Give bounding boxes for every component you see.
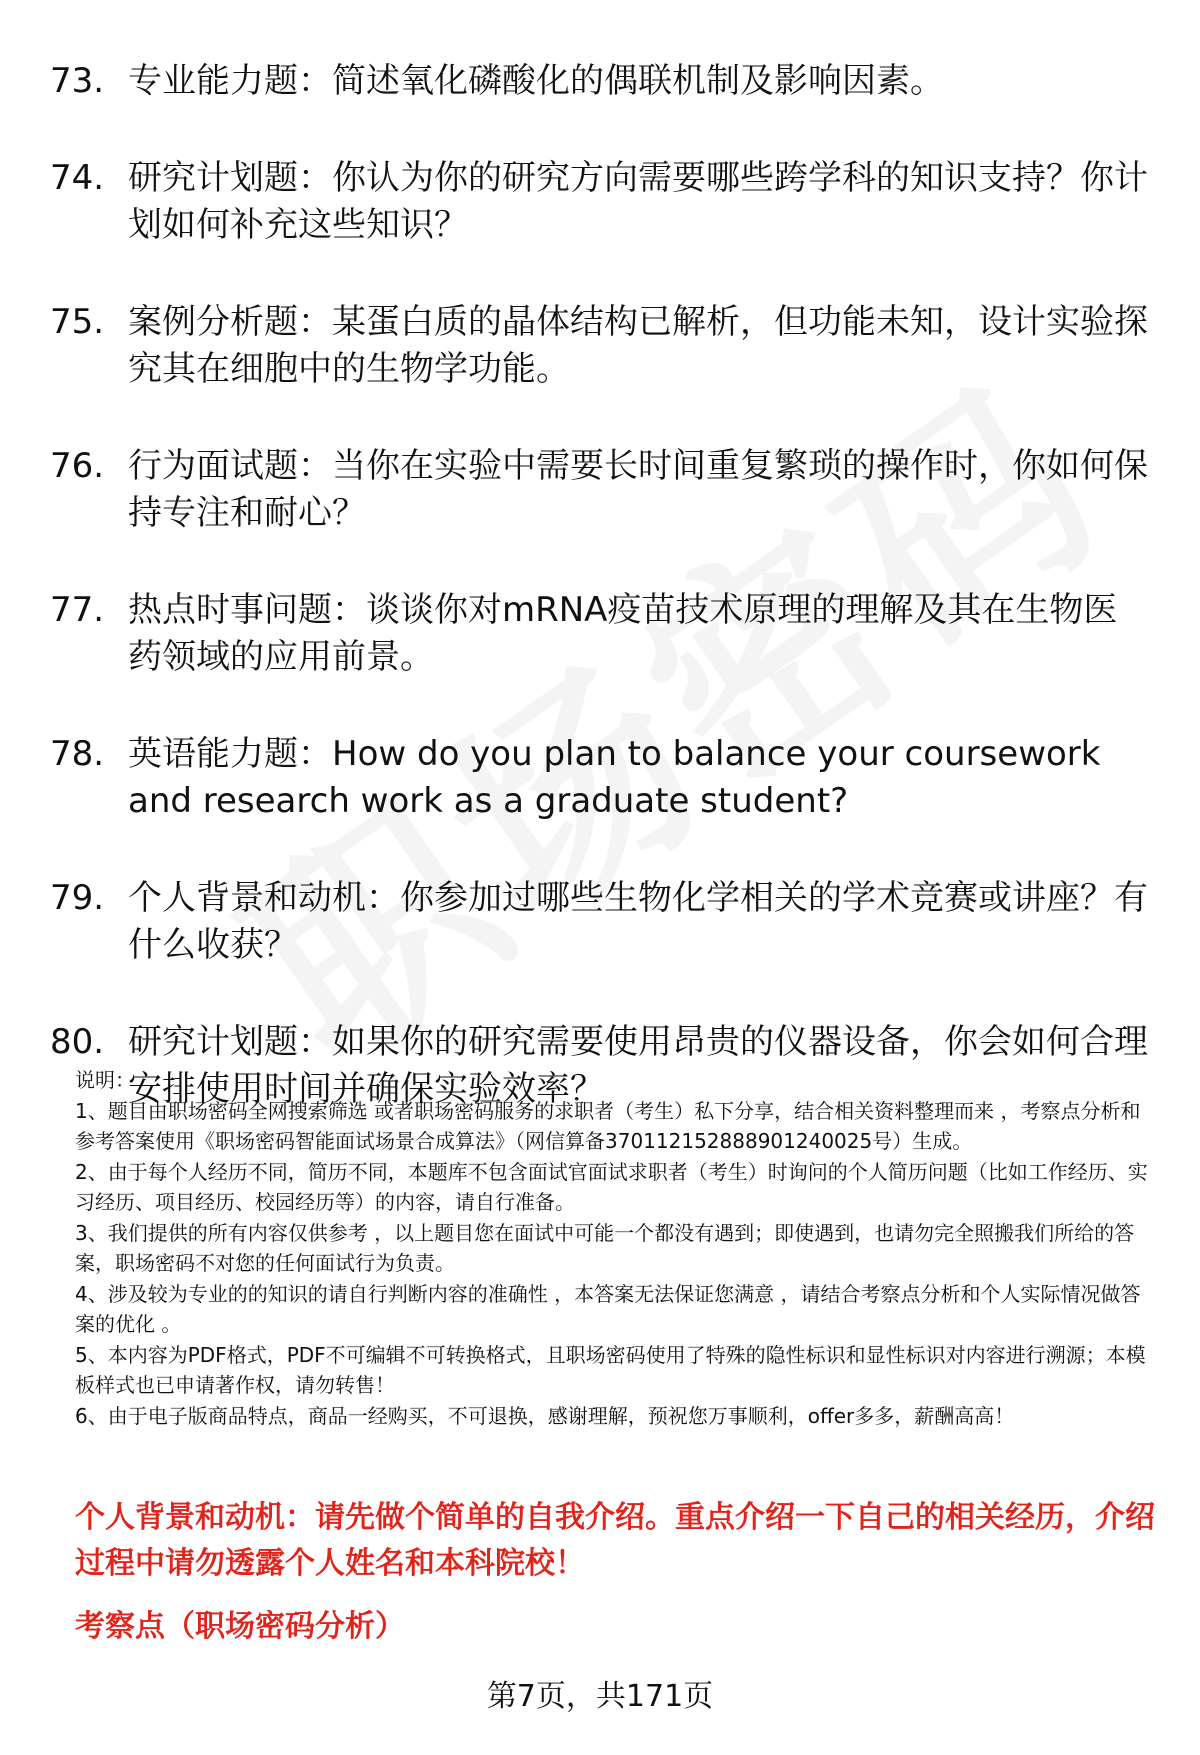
question-number: 79. (50, 878, 105, 918)
question-text: 行为面试题：当你在实验中需要长时间重复繁琐的操作时，你如何保持专注和耐心？ (128, 446, 1148, 533)
note-item: 2、由于每个人经历不同，简历不同，本题库不包含面试官面试求职者（考生）时询问的个人简历问题（比如工作经历、实习经历、项目经历、校园经历等）的内容，请自行准备。 (75, 1159, 1148, 1214)
question-number: 80. (50, 1022, 105, 1062)
question-number: 73. (50, 61, 105, 101)
notes-heading: 说明： (75, 1068, 135, 1092)
question-item (50, 587, 1150, 681)
question-item (50, 875, 1150, 969)
question-text: 英语能力题：How do you plan to balance your coursework and research work as a graduate student? (128, 734, 1101, 821)
question-item (50, 731, 1150, 825)
question-text: 案例分析题：某蛋白质的晶体结构已解析，但功能未知，设计实验探究其在细胞中的生物学功能。 (128, 302, 1148, 389)
question-number: 76. (50, 446, 105, 486)
note-item: 5、本内容为PDF格式，PDF不可编辑不可转换格式，且职场密码使用了特殊的隐性标识和显性标识对内容进行溯源；本模板样式也已申请著作权，请勿转售！ (75, 1342, 1146, 1397)
note-item: 3、我们提供的所有内容仅供参考 ，以上题目您在面试中可能一个都没有遇到；即使遇到，也请勿完全照搬我们所给的答案，职场密码不对您的任何面试行为负责。 (75, 1220, 1135, 1275)
question-number: 75. (50, 302, 105, 342)
question-item (50, 443, 1150, 537)
question-list (50, 58, 1150, 1163)
question-text: 专业能力题：简述氧化磷酸化的偶联机制及影响因素。 (128, 61, 944, 101)
question-text: 研究计划题：如果你的研究需要使用昂贵的仪器设备，你会如何合理安排使用时间并确保实验效率？ (128, 1022, 1148, 1109)
question-text: 热点时事问题：谈谈你对mRNA疫苗技术原理的理解及其在生物医药领域的应用前景。 (128, 590, 1118, 677)
note-item: 6、由于电子版商品特点，商品一经购买，不可退换，感谢理解，预祝您万事顺利，offer多多，薪酬高高！ (75, 1403, 1015, 1428)
question-text: 个人背景和动机：你参加过哪些生物化学相关的学术竞赛或讲座？有什么收获？ (128, 878, 1148, 965)
question-number: 77. (50, 590, 105, 630)
section-title: 考察点（职场密码分析） (75, 1609, 405, 1644)
note-item: 1、题目由职场密码全网搜索筛选 或者职场密码服务的求职者（考生）私下分享，结合相关资料整理而来 ，考察点分析和参考答案使用《职场密码智能面试场景合成算法》（网信算备370112152888901240025号）生成。 (75, 1098, 1141, 1153)
question-text: 研究计划题：你认为你的研究方向需要哪些跨学科的知识支持？你计划如何补充这些知识？ (128, 158, 1148, 245)
highlight-question: 个人背景和动机：请先做个简单的自我介绍。重点介绍一下自己的相关经历，介绍过程中请勿透露个人姓名和本科院校！ (75, 1500, 1155, 1581)
page-footer: 第7页，共171页 (486, 1679, 714, 1714)
note-item: 4、涉及较为专业的的知识的请自行判断内容的准确性 ，本答案无法保证您满意 ，请结合考察点分析和个人实际情况做答案的优化 。 (75, 1281, 1141, 1336)
notes-section (75, 1065, 1160, 1431)
question-item (50, 155, 1150, 249)
question-number: 78. (50, 734, 105, 774)
question-item (50, 299, 1150, 393)
question-item (50, 58, 1150, 105)
question-number: 74. (50, 158, 105, 198)
